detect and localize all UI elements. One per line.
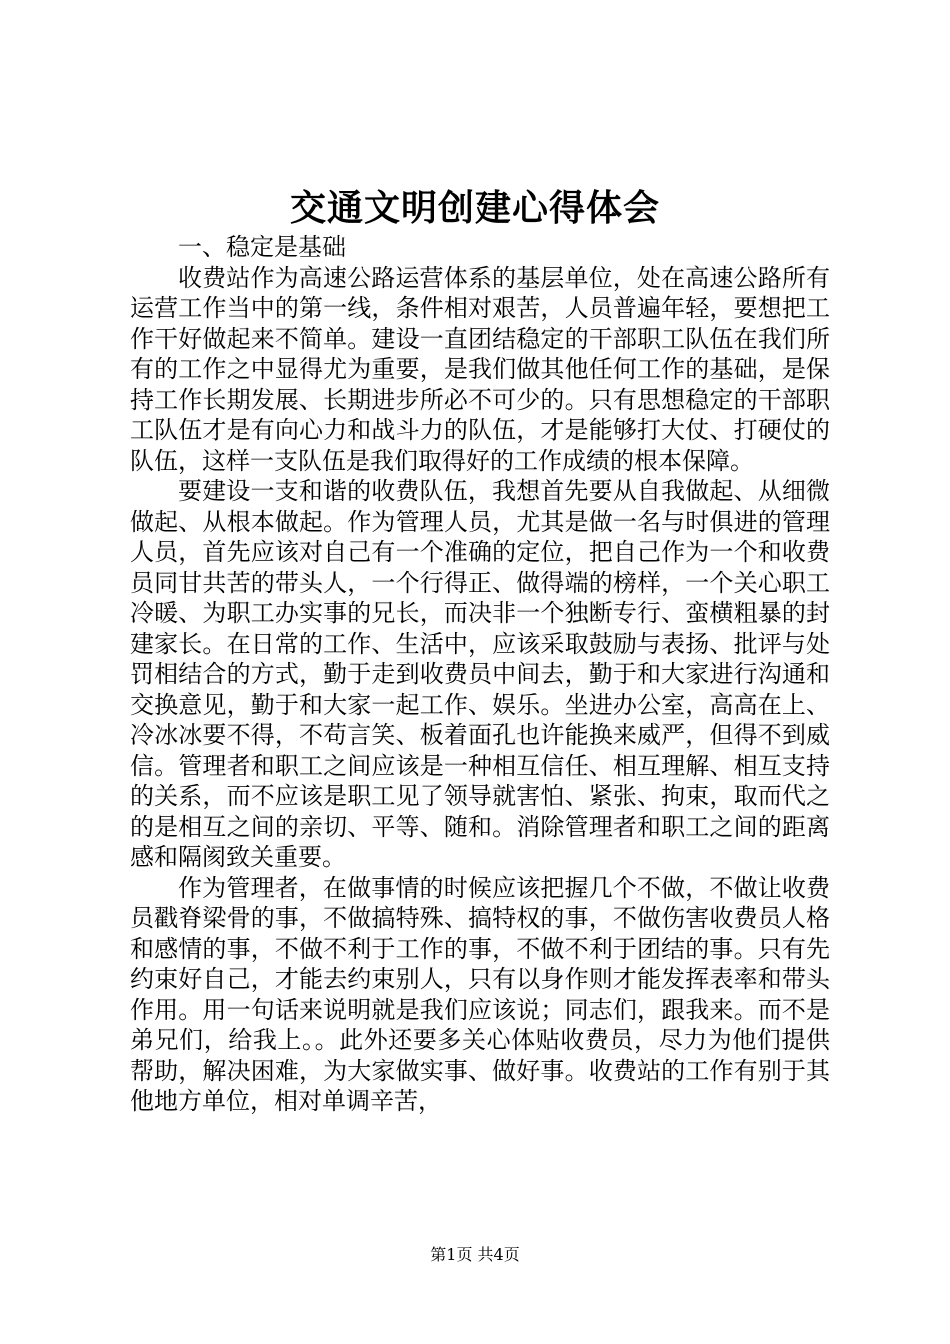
- document-title: 交通文明创建心得体会: [289, 187, 660, 229]
- paragraph-2: 要建设一支和谐的收费队伍，我想首先要从自我做起、从细微做起、从根本做起。作为管理人员，尤其是做一名与时俱进的管理人员，首先应该对自己有一个准确的定位，把自己作为一个和收费员同甘共苦的带头人，一个行得正、做得端的榜样，一个关心职工冷暖、为职工办实事的兄长，而决非一个独断专行、蛮横粗暴的封建家长。在日常的工作、生活中，应该采取鼓励与表扬、批评与处罚相结合的方式，勤于走到收费员中间去，勤于和大家进行沟通和交换意见，勤于和大家一起工作、娱乐。坐进办公室，高高在上、冷冰冰要不得，不苟言笑、板着面孔也许能换来威严，但得不到威信。管理者和职工之间应该是一种相互信任、相互理解、相互支持的关系，而不应该是职工见了领导就害怕、紧张、拘束，取而代之的是相互之间的亲切、平等、随和。消除管理者和职工之间的距离感和隔阂致关重要。: [130, 477, 830, 871]
- document-body: [130, 232, 830, 1117]
- paragraph-3: 作为管理者，在做事情的时候应该把握几个不做，不做让收费员戳脊梁骨的事，不做搞特殊、搞特权的事，不做伤害收费员人格和感情的事，不做不利于工作的事，不做不利于团结的事。只有先约束好自己，才能去约束别人，只有以身作则才能发挥表率和带头作用。用一句话来说明就是我们应该说；同志们，跟我来。而不是弟兄们，给我上。。此外还要多关心体贴收费员，尽力为他们提供帮助，解决困难，为大家做实事、做好事。收费站的工作有别于其他地方单位，相对单调辛苦，: [130, 873, 830, 1115]
- paragraph-1: 收费站作为高速公路运营体系的基层单位，处在高速公路所有运营工作当中的第一线，条件相对艰苦，人员普遍年轻，要想把工作干好做起来不简单。建设一直团结稳定的干部职工队伍在我们所有的工作之中显得尤为重要，是我们做其他任何工作的基础，是保持工作长期发展、长期进步所必不可少的。只有思想稳定的干部职工队伍才是有向心力和战斗力的队伍，才是能够打大仗、打硬仗的队伍，这样一支队伍是我们取得好的工作成绩的根本保障。: [130, 263, 830, 475]
- section-heading: 一、稳定是基础: [178, 233, 346, 261]
- page-number-footer: 第1页 共4页: [430, 1245, 520, 1264]
